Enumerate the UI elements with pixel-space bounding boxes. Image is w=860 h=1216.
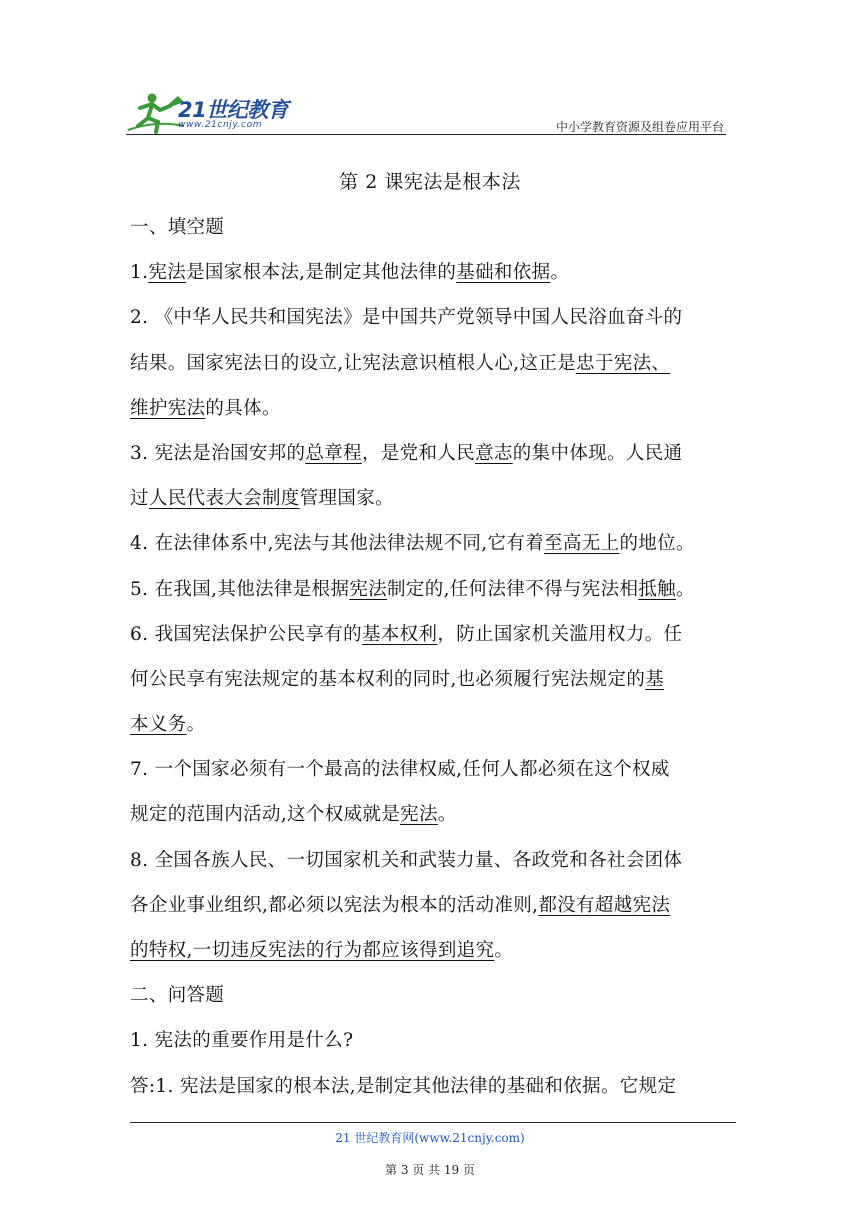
answer-blank-text: 本义务 bbox=[130, 714, 187, 736]
answer-blank-text: 基本权利 bbox=[361, 623, 438, 645]
question-text: 3. 宪法是治国安邦的 bbox=[130, 442, 306, 464]
question-text: ，防止国家机关滥用权力。任 bbox=[437, 623, 683, 645]
question-4 bbox=[130, 521, 730, 566]
question-6-line-2 bbox=[130, 657, 730, 702]
question-2-line-3 bbox=[130, 386, 730, 431]
question-7-line-2 bbox=[130, 792, 730, 837]
answer-blank-text: 维护宪法 bbox=[130, 397, 206, 419]
question-text: 管理国家。 bbox=[299, 488, 394, 510]
question-text: 制定的,任何法律不得与宪法相 bbox=[387, 578, 639, 600]
header-divider bbox=[126, 134, 726, 135]
question-6-line-1 bbox=[130, 612, 730, 657]
logo-url: www.21cnjy.com bbox=[178, 120, 263, 130]
page-title: 第 2 课宪法是根本法 bbox=[339, 171, 521, 193]
question-text: 。 bbox=[186, 714, 206, 736]
answer-blank-text: 总章程 bbox=[305, 442, 362, 464]
answer-blank-text: 抵触 bbox=[638, 578, 677, 600]
answer-blank-text: 基础和依据 bbox=[456, 262, 551, 284]
answer-blank-text: 人民代表大会制度 bbox=[148, 488, 300, 510]
question-text: 的地位。 bbox=[619, 533, 695, 555]
question-text: 1. bbox=[130, 262, 149, 284]
answer-blank-text: 的特权,一切违反宪法的行为都应该得到追究 bbox=[130, 940, 495, 961]
question-2-line-2 bbox=[130, 341, 730, 386]
question-text: 。 bbox=[676, 578, 695, 600]
page-header bbox=[126, 90, 726, 136]
question-text: 。 bbox=[437, 804, 457, 826]
question-3-line-2 bbox=[130, 476, 730, 521]
question-text: ，是党和人民 bbox=[361, 442, 476, 464]
header-platform-text: 中小学教育资源及组卷应用平台 bbox=[555, 120, 724, 134]
question-text: 的集中体现。人民通 bbox=[512, 442, 683, 464]
answer-blank-text: 都没有超越宪法 bbox=[538, 894, 671, 916]
question-text: 是国家根本法,是制定其他法律的 bbox=[186, 262, 457, 284]
answer-blank-text: 宪法 bbox=[349, 578, 388, 600]
footer-site-link[interactable]: 21 世纪教育网(www.21cnjy.com) bbox=[335, 1131, 525, 1145]
document-body bbox=[130, 205, 730, 1109]
question-8-line-2 bbox=[130, 883, 730, 928]
question-text: 何公民享有宪法规定的基本权利的同时,也必须履行宪法规定的 bbox=[130, 668, 646, 690]
answer-blank-text: 忠于宪法、 bbox=[576, 352, 671, 374]
question-6-line-3 bbox=[130, 702, 730, 747]
question-5 bbox=[130, 567, 730, 612]
question-8-line-3 bbox=[130, 928, 730, 973]
question-text: 4. 在法律体系中,宪法与其他法律法规不同,它有着 bbox=[130, 533, 545, 555]
question-7-line-1: 7. 一个国家必须有一个最高的法律权威,任何人都必须在这个权威 bbox=[130, 759, 670, 781]
question-8-line-1: 8. 全国各族人民、一切国家机关和武装力量、各政党和各社会团体 bbox=[130, 849, 683, 871]
section-heading: 二、问答题 bbox=[130, 985, 225, 1007]
answer-blank-text: 意志 bbox=[475, 442, 513, 464]
answer-blank-text: 宪法 bbox=[148, 262, 187, 284]
question-text: 规定的范围内活动,这个权威就是 bbox=[130, 804, 401, 826]
question-text: 6. 我国宪法保护公民享有的 bbox=[130, 623, 362, 645]
qa-answer-1: 答:1. 宪法是国家的根本法,是制定其他法律的基础和依据。它规定 bbox=[130, 1075, 677, 1097]
logo-text: 21世纪教育 bbox=[178, 98, 289, 122]
question-3-line-1 bbox=[130, 431, 730, 476]
question-2-line-1: 2. 《中华人民共和国宪法》是中国共产党领导中国人民浴血奋斗的 bbox=[130, 307, 683, 329]
answer-blank-text: 宪法 bbox=[400, 804, 438, 826]
footer-divider bbox=[130, 1122, 736, 1123]
question-text: 的具体。 bbox=[205, 397, 281, 419]
question-text: 。 bbox=[494, 940, 514, 961]
question-text: 结果。国家宪法日的设立,让宪法意识植根人心,这正是 bbox=[130, 352, 577, 374]
question-1 bbox=[130, 250, 730, 295]
question-text: 各企业事业组织,都必须以宪法为根本的活动准则, bbox=[130, 894, 539, 916]
answer-blank-text: 至高无上 bbox=[544, 533, 620, 555]
section-heading: 一、填空题 bbox=[130, 217, 225, 238]
answer-blank-text: 基 bbox=[645, 668, 665, 690]
question-text: 5. 在我国,其他法律是根据 bbox=[130, 578, 350, 600]
qa-question-1: 1. 宪法的重要作用是什么? bbox=[130, 1030, 354, 1052]
question-text: 。 bbox=[550, 262, 570, 284]
question-text: 过 bbox=[130, 488, 149, 510]
page-number: 第 3 页 共 19 页 bbox=[385, 1163, 475, 1177]
